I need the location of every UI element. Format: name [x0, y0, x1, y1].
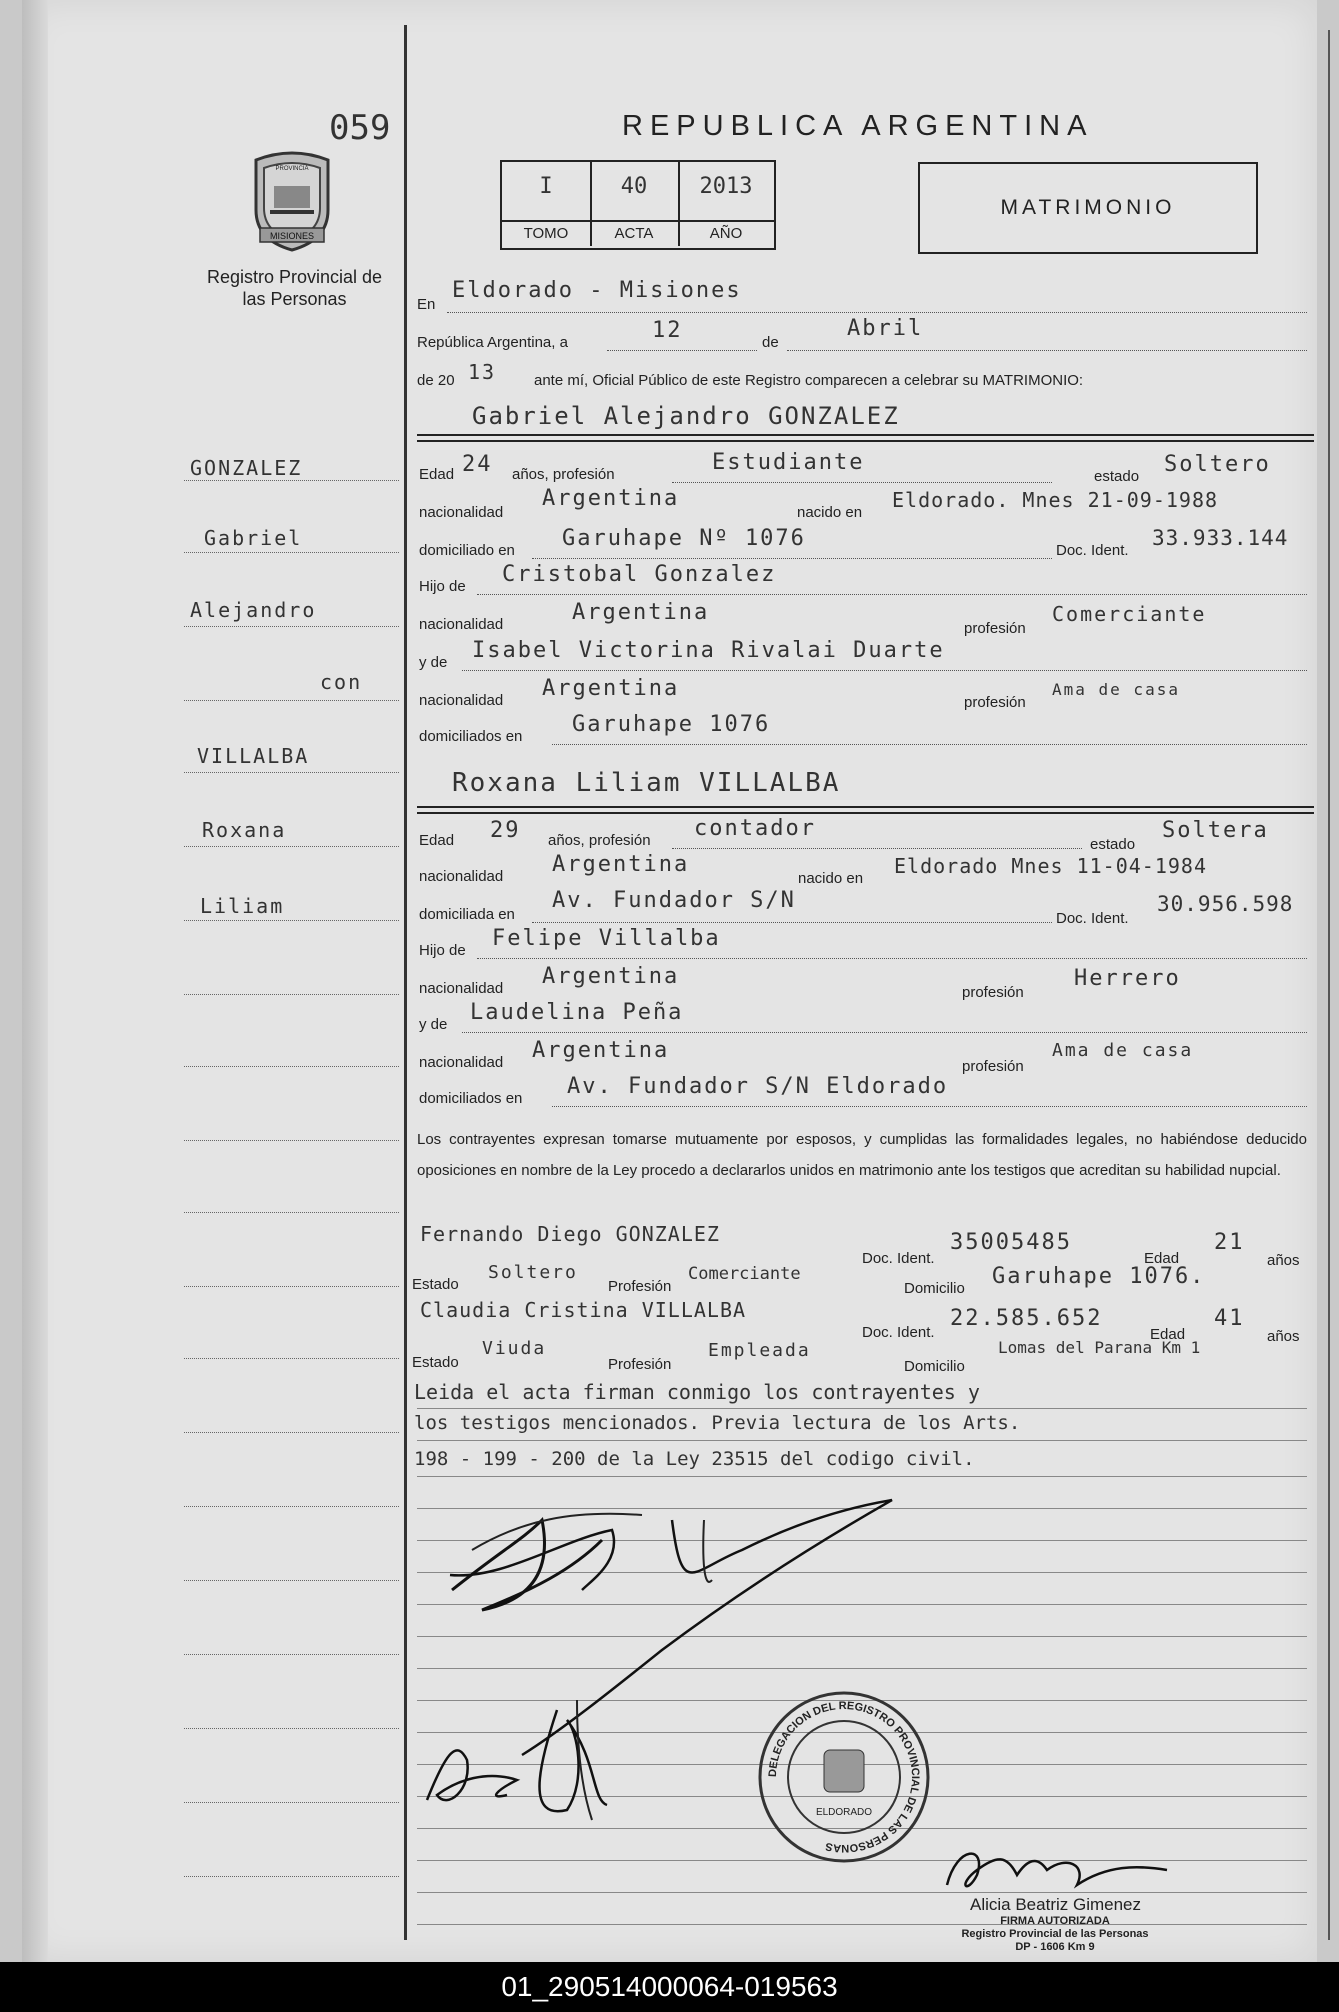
groom-edad: 24 — [462, 452, 493, 477]
groom-domicilio-line — [532, 558, 1052, 559]
groom-madre-nacionalidad: Argentina — [542, 676, 680, 701]
official-title-block — [960, 1915, 1150, 1954]
lugar-line — [447, 312, 1307, 313]
groom-padre-line — [477, 594, 1307, 595]
groom-profesion: Estudiante — [712, 450, 865, 475]
witness2-estado-label: Estado — [412, 1354, 459, 1371]
official-registry-code: DP - 1606 Km 9 — [1015, 1941, 1095, 1953]
bride-madre-profesion: Ama de casa — [1052, 1040, 1194, 1061]
act-type-box: MATRIMONIO — [918, 162, 1258, 254]
groom-padres-dom-line — [552, 744, 1307, 745]
witness1-domicilio: Garuhape 1076. — [992, 1264, 1206, 1289]
binding-edge — [22, 0, 48, 1962]
groom-nacionalidad-label: nacionalidad — [419, 504, 504, 521]
bride-nacido-label: nacido en — [798, 870, 864, 887]
anio-value: 2013 — [699, 174, 753, 199]
bride-padre-profesion: Herrero — [1074, 966, 1181, 991]
bride-domiciliados-label: domiciliados en — [419, 1090, 523, 1107]
witness2-profesion-label: Profesión — [608, 1356, 672, 1373]
bride-nacionalidad: Argentina — [552, 852, 690, 877]
margin-middle-bride: Liliam — [200, 894, 285, 918]
witness1-profesion: Comerciante — [688, 1264, 801, 1284]
mes-line — [787, 350, 1307, 351]
svg-text:MISIONES: MISIONES — [269, 231, 315, 241]
groom-edad-label: Edad — [419, 466, 455, 483]
groom-nacido-label: nacido en — [797, 504, 863, 521]
groom-name-line-2 — [417, 440, 1314, 442]
witness1-doc-label: Doc. Ident. — [862, 1250, 935, 1267]
bride-madre-prof-label: profesión — [962, 1058, 1024, 1075]
witness1-estado-label: Estado — [412, 1276, 459, 1293]
bride-doc: 30.956.598 — [1157, 892, 1294, 916]
witness1-estado: Soltero — [488, 1262, 578, 1283]
bride-padre: Felipe Villalba — [492, 926, 721, 951]
groom-domicilio-label: domiciliado en — [419, 542, 515, 559]
official-name: Alicia Beatriz Gimenez — [970, 1895, 1142, 1914]
tomo-acta-anio-box — [500, 160, 776, 250]
bride-nacido: Eldorado Mnes 11-04-1984 — [894, 854, 1207, 878]
witness2-edad-label: Edad — [1150, 1326, 1186, 1343]
witness1-edad-label: Edad — [1144, 1250, 1180, 1267]
bride-domicilio: Av. Fundador S/N — [552, 888, 796, 913]
groom-yde-label: y de — [419, 654, 448, 671]
witness2-domicilio-label: Domicilio — [904, 1358, 965, 1375]
bride-padre-nacionalidad: Argentina — [542, 964, 680, 989]
acta-cell — [590, 162, 680, 246]
bride-madre-nac-label: nacionalidad — [419, 1054, 504, 1071]
groom-madre-line — [462, 670, 1307, 671]
bride-doc-label: Doc. Ident. — [1056, 910, 1129, 927]
groom-name-line — [417, 434, 1314, 436]
witness1-edad: 21 — [1214, 1230, 1245, 1255]
bride-nacionalidad-label: nacionalidad — [419, 868, 504, 885]
tomo-cell — [502, 162, 592, 246]
groom-hijo-label: Hijo de — [419, 578, 466, 595]
anio-cell — [678, 162, 774, 246]
note-line-2: los testigos mencionados. Previa lectura de los Arts. — [414, 1412, 1021, 1434]
bride-padre-line — [477, 958, 1307, 959]
bride-edad-label: Edad — [419, 832, 455, 849]
dia-value: 12 — [652, 318, 683, 343]
groom-padre-prof-label: profesión — [964, 620, 1026, 637]
folio-number: 059 — [329, 108, 391, 148]
bride-domicilio-label: domiciliada en — [419, 906, 515, 923]
witness2-doc-label: Doc. Ident. — [862, 1324, 935, 1341]
right-border — [1328, 30, 1330, 1940]
tomo-value: I — [539, 174, 553, 199]
provincial-emblem-icon — [250, 150, 334, 254]
witness1-name: Fernando Diego GONZALEZ — [420, 1222, 720, 1246]
witness2-anos-label: años — [1267, 1328, 1300, 1345]
groom-full-name: Gabriel Alejandro GONZALEZ — [472, 402, 900, 430]
groom-nacido: Eldorado. Mnes 21-09-1988 — [892, 488, 1219, 512]
bride-name-line-2 — [417, 812, 1314, 814]
margin-con: con — [320, 670, 363, 694]
bride-hijo-label: Hijo de — [419, 942, 466, 959]
witness2-edad: 41 — [1214, 1306, 1245, 1331]
margin-divider — [404, 25, 407, 1940]
margin-middle-groom: Alejandro — [190, 598, 317, 622]
groom-padre-nac-label: nacionalidad — [419, 616, 504, 633]
document-page — [22, 0, 1317, 1962]
bride-profesion-label: años, profesión — [548, 832, 651, 849]
witness2-name: Claudia Cristina VILLALBA — [420, 1298, 747, 1322]
official-registry: Registro Provincial de las Personas — [961, 1928, 1149, 1940]
anio-short-value: 13 — [468, 360, 497, 384]
bride-domicilio-line — [532, 922, 1052, 923]
bride-yde-label: y de — [419, 1016, 448, 1033]
groom-padres-domicilio: Garuhape 1076 — [572, 712, 771, 737]
witness2-doc: 22.585.652 — [950, 1306, 1103, 1331]
groom-padre: Cristobal Gonzalez — [502, 562, 777, 587]
groom-doc: 33.933.144 — [1152, 526, 1289, 550]
witness1-profesion-label: Profesión — [608, 1278, 672, 1295]
scan-footer-code: 01_290514000064-019563 — [0, 1962, 1339, 2012]
bride-profesion: contador — [694, 816, 816, 841]
bride-padre-prof-label: profesión — [962, 984, 1024, 1001]
svg-text:DELEGACION DEL REGISTRO PROVIN: DELEGACION DEL REGISTRO PROVINCIAL DE LAS PERSONAS — [766, 1699, 922, 1855]
bride-estado-label: estado — [1090, 836, 1136, 853]
svg-text:ELDORADO: ELDORADO — [815, 1807, 873, 1818]
groom-profesion-line — [672, 482, 1052, 483]
groom-madre-nac-label: nacionalidad — [419, 692, 504, 709]
groom-doc-label: Doc. Ident. — [1056, 542, 1129, 559]
bride-name-line — [417, 806, 1314, 808]
ante-label: ante mí, Oficial Público de este Registro comparecen a celebrar su MATRIMONIO: — [534, 372, 1084, 389]
groom-estado: Soltero — [1164, 452, 1271, 477]
de20-label: de 20 — [417, 372, 455, 389]
lugar-value: Eldorado - Misiones — [452, 278, 742, 303]
witness2-domicilio: Lomas del Parana Km 1 — [998, 1338, 1201, 1357]
svg-text:PROVINCIA: PROVINCIA — [275, 166, 309, 172]
witness1-anos-label: años — [1267, 1252, 1300, 1269]
bride-estado: Soltera — [1162, 818, 1269, 843]
bride-edad: 29 — [490, 818, 521, 843]
republica-label: República Argentina, a — [417, 334, 568, 351]
bride-padres-domicilio: Av. Fundador S/N Eldorado — [567, 1074, 949, 1099]
de-label: de — [762, 334, 779, 351]
groom-madre-prof-label: profesión — [964, 694, 1026, 711]
dia-line — [607, 350, 757, 351]
tomo-label: TOMO — [502, 220, 590, 246]
groom-domicilio: Garuhape Nº 1076 — [562, 526, 806, 551]
groom-nacionalidad: Argentina — [542, 486, 680, 511]
margin-first-bride: Roxana — [202, 818, 287, 842]
official-title: FIRMA AUTORIZADA — [1000, 1915, 1110, 1927]
note-line-1: Leida el acta firman conmigo los contrayentes y — [414, 1380, 980, 1404]
bride-madre: Laudelina Peña — [470, 1000, 684, 1025]
groom-padre-nacionalidad: Argentina — [572, 600, 710, 625]
groom-domiciliados-label: domiciliados en — [419, 728, 523, 745]
bride-madre-line — [462, 1032, 1307, 1033]
note-line-3: 198 - 199 - 200 de la Ley 23515 del codigo civil. — [414, 1448, 975, 1470]
anio-label: AÑO — [678, 220, 774, 246]
official-stamp-icon — [757, 1690, 932, 1865]
registro-label: Registro Provincial de las Personas — [206, 267, 383, 309]
legal-paragraph: Los contrayentes expresan tomarse mutuamente por esposos, y cumplidas las formalidades legales, no habiéndose deducido oposiciones en nombre de la Ley procedo a declararlos unidos en matrimonio ante los testigos que acreditan su habilidad nupcial. — [417, 1131, 1307, 1179]
acta-value: 40 — [620, 174, 648, 199]
groom-madre: Isabel Victorina Rivalai Duarte — [472, 638, 945, 663]
witness1-domicilio-label: Domicilio — [904, 1280, 965, 1297]
acta-label: ACTA — [590, 220, 678, 246]
bride-padre-nac-label: nacionalidad — [419, 980, 504, 997]
country-title: REPUBLICA ARGENTINA — [622, 110, 1094, 142]
bride-full-name: Roxana Liliam VILLALBA — [452, 768, 841, 798]
en-label: En — [417, 296, 436, 313]
groom-padre-profesion: Comerciante — [1052, 602, 1207, 626]
mes-value: Abril — [847, 316, 924, 341]
bride-padres-dom-line — [552, 1106, 1307, 1107]
signature-witnesses-icon — [417, 1690, 647, 1840]
witness1-doc: 35005485 — [950, 1230, 1072, 1255]
witness2-profesion: Empleada — [708, 1340, 811, 1361]
groom-profesion-label: años, profesión — [512, 466, 615, 483]
margin-first-groom: Gabriel — [204, 526, 303, 550]
witness2-estado: Viuda — [482, 1338, 547, 1359]
groom-madre-profesion: Ama de casa — [1052, 680, 1180, 699]
margin-surname-bride: VILLALBA — [197, 744, 310, 768]
margin-surname-groom: GONZALEZ — [190, 456, 303, 480]
bride-madre-nacionalidad: Argentina — [532, 1038, 670, 1063]
bride-profesion-line — [672, 848, 1082, 849]
groom-estado-label: estado — [1094, 468, 1140, 485]
